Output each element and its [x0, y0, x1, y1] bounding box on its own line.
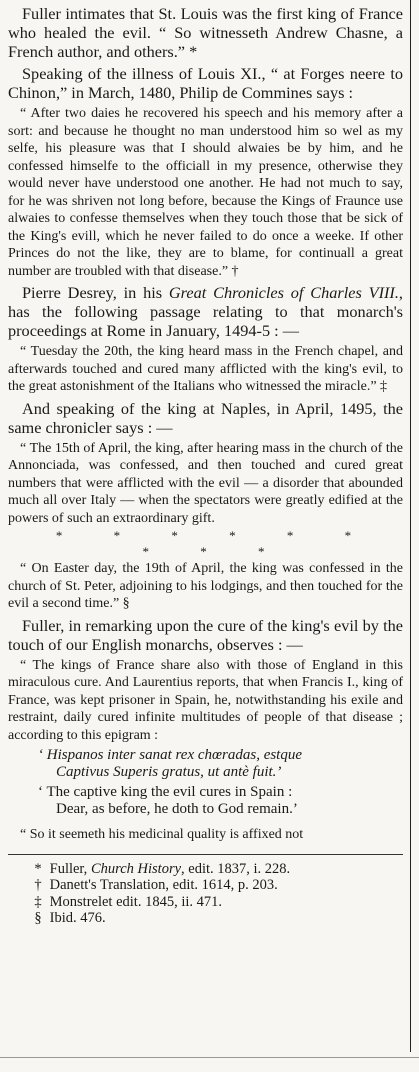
latin-line-2: Captivus Superis gratus, ut antè fuit.’: [56, 764, 282, 780]
right-margin-rule: [410, 0, 411, 1052]
footnote-2: [30, 877, 403, 894]
quote-naples: “ The 15th of April, the king, after hearing mass in the church of the Annonciada, was confessed, and then touched and cured great numbers that were afflicted with the evil — a disorder that abounded much all over Italy — when the spectators were greatly edified at the powers of such an extraordinary gift.: [8, 440, 403, 526]
quote-kings-of-france: “ The kings of France share also with those of England in this miraculous cure. And Laurentius reports, that when Francis I., king of France, was kept prisoner in Spain, he, notwithstanding his exile and restraint, daily cured infinite multitudes of people of that disease ; according to this epigram :: [8, 657, 403, 743]
latin-epigram: [38, 747, 403, 781]
latin-line-1: ‘ Hispanos inter sanat rex chœradas, estque: [38, 747, 303, 763]
quote-commines: “ After two daies he recovered his speech and his memory after a sort: and because he thought no man understood him so wel as my selfe, his pleasure was that I should alwaies be by him, and he confessed himselfe to the officiall in my presence, otherwise they would never have understood one another. He had not much to say, for he was shriven not long before, because the Kings of Fraunce use alwaies to confesse themselves when they touch those that be sick of the King's evill, which he never failed to do once a weeke. If other Princes do not the like, they are to blame, for continuall a great number are troubled with that disease.” †: [8, 106, 403, 279]
bottom-margin-rule: [0, 1057, 419, 1058]
footnote-3: [30, 894, 403, 911]
desrey-book-title: Great Chronicles of Charles VIII.: [168, 283, 399, 302]
paragraph-desrey: [8, 283, 403, 340]
paragraph-fuller-english: Fuller, in remarking upon the cure of the king's evil by the touch of our English monarchs, observes : —: [8, 615, 403, 654]
paragraph-naples: And speaking of the king at Naples, in April, 1495, the same chronicler says : —: [8, 398, 403, 437]
paragraph-fuller-st-louis: Fuller intimates that St. Louis was the first king of France who healed the evil. “ So witnesseth Andrew Chasne, a French author, and others.” *: [8, 4, 403, 61]
footnote-text: Ibid. 476.: [49, 910, 106, 926]
quote-easter: “ On Easter day, the 19th of April, the king was confessed in the church of St. Peter, adjoining to his lodgings, and then touched for the evil a second time.” §: [8, 561, 403, 611]
footnote-marker: ‡: [34, 893, 42, 910]
footnote-4: [30, 910, 403, 927]
english-line-1: ‘ The captive king the evil cures in Spain :: [38, 784, 293, 800]
quote-rome: “ Tuesday the 20th, the king heard mass in the French chapel, and afterwards touched and cured many afflicted with the king's evil, to the great astonishment of the Italians who witnessed the miracle.” ‡: [8, 344, 403, 394]
footnote-marker: *: [34, 860, 42, 877]
quote-medicinal: “ So it seemeth his medicinal quality is affixed not: [20, 827, 304, 842]
footnote-title: Church History: [90, 860, 182, 877]
english-line-2: Dear, as before, he doth to God remain.’: [56, 801, 298, 817]
footnote-text: Fuller,: [49, 860, 91, 877]
footnote-marker: †: [34, 877, 42, 893]
footnote-text-after: , edit. 1837, i. 228.: [181, 860, 291, 877]
page-column: [8, 4, 403, 927]
footnote-1: [30, 861, 403, 878]
footnotes: [8, 861, 403, 927]
english-epigram: [38, 784, 403, 818]
desrey-text-before: Pierre Desrey, in his: [22, 283, 169, 302]
footnote-marker: §: [34, 910, 42, 926]
paragraph-louis-xi: Speaking of the illness of Louis XI., “ at Forges neere to Chinon,” in March, 1480, Philip de Commines says :: [8, 64, 403, 102]
desrey-text-after: , has the following passage relating to that monarch's proceedings at Rome in January, 1494-5 : —: [8, 283, 403, 340]
footnote-text: Monstrelet edit. 1845, ii. 471.: [49, 893, 222, 910]
ellipsis-stars: * * * * * * * * *: [55, 528, 376, 559]
footnote-text: Danett's Translation, edit. 1614, p. 203.: [49, 877, 278, 893]
footnote-rule: [8, 854, 403, 855]
